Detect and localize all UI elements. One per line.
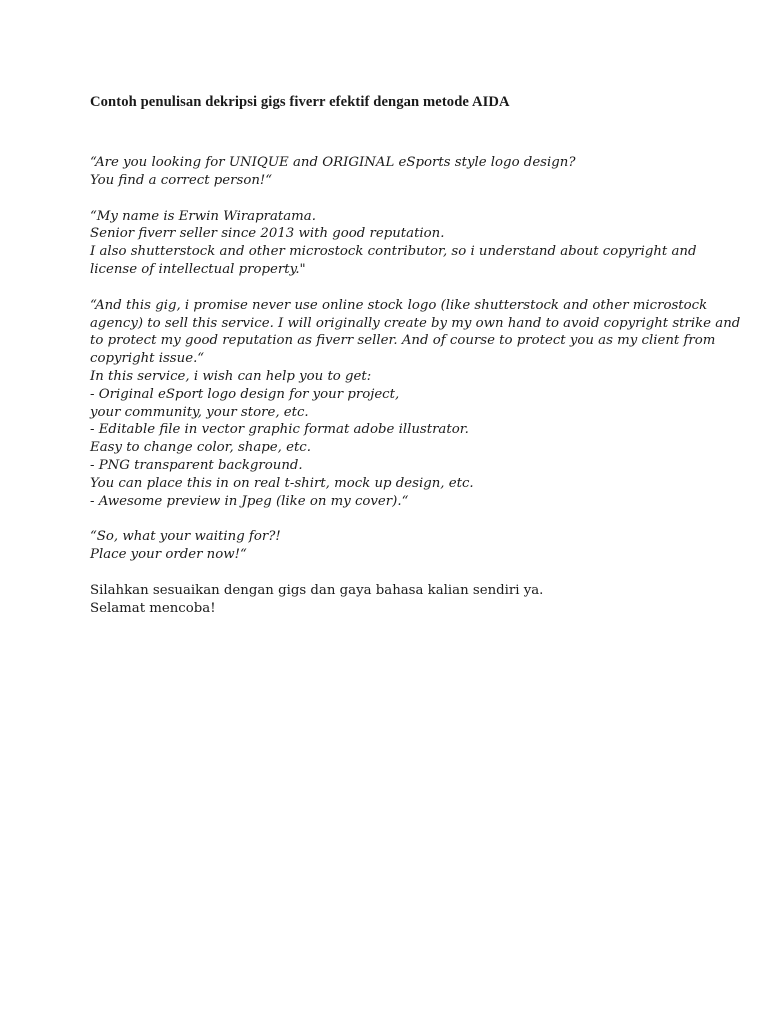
text-line: Selamat mencoba!: [90, 600, 216, 616]
text-line: - PNG transparent background.: [90, 457, 303, 473]
document-title: Contoh penulisan dekripsi gigs fiverr efektif dengan metode AIDA: [90, 94, 510, 110]
document-page: [90, 92, 741, 636]
text-line: - Original eSport logo design for your project,: [90, 386, 400, 402]
interest-paragraph: [90, 208, 697, 279]
text-line: In this service, i wish can help you to get:: [90, 368, 372, 384]
text-line: “So, what your waiting for?!: [90, 529, 281, 545]
text-line: “Are you looking for UNIQUE and ORIGINAL eSports style logo design?: [90, 155, 576, 170]
text-line: your community, your store, etc.: [90, 404, 309, 420]
closing-paragraph: [90, 582, 690, 618]
text-line: to protect my good reputation as fiverr seller. And of course to protect you as my client from: [90, 333, 716, 349]
text-line: copyright issue.“: [90, 351, 205, 367]
text-line: Silahkan sesuaikan dengan gigs dan gaya bahasa kalian sendiri ya.: [90, 582, 544, 598]
text-line: - Awesome preview in Jpeg (like on my cover).“: [90, 493, 409, 509]
text-line: You can place this in on real t-shirt, mock up design, etc.: [90, 475, 474, 491]
text-line: license of intellectual property.": [90, 261, 306, 277]
text-line: “My name is Erwin Wirapratama.: [90, 208, 316, 224]
text-line: “And this gig, i promise never use online stock logo (like shutterstock and other microstock: [90, 297, 708, 313]
text-line: I also shutterstock and other microstock contributor, so i understand about copyright and: [90, 244, 697, 260]
attention-paragraph: [90, 154, 690, 190]
text-line: Senior fiverr seller since 2013 with good reputation.: [90, 226, 445, 242]
text-line: Easy to change color, shape, etc.: [90, 440, 311, 456]
action-paragraph: [90, 528, 690, 564]
text-line: Place your order now!“: [90, 547, 247, 563]
text-line: - Editable file in vector graphic format adobe illustrator.: [90, 422, 469, 438]
text-line: agency) to sell this service. I will originally create by my own hand to avoid copyright strike and: [90, 315, 741, 331]
desire-paragraph: [90, 297, 741, 511]
text-line: You find a correct person!“: [90, 172, 273, 188]
